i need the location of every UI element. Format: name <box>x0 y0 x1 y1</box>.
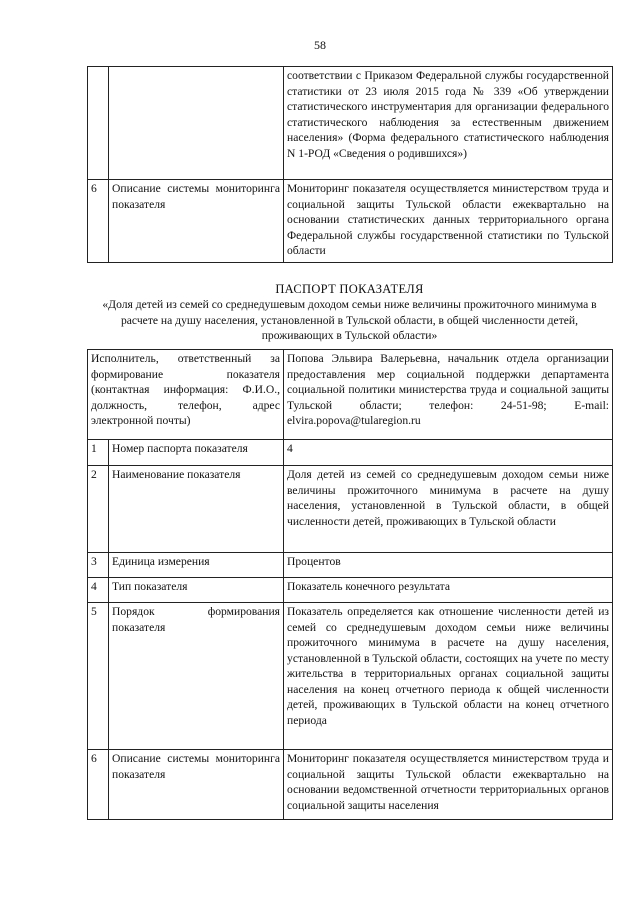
table-row <box>88 67 613 180</box>
passport-title: ПАСПОРТ ПОКАЗАТЕЛЯ <box>275 282 424 296</box>
row-number: 5 <box>88 603 109 750</box>
page-number: 58 <box>314 38 326 52</box>
row-number: 6 <box>88 750 109 820</box>
row-value: Показатель конечного результата <box>284 578 613 603</box>
executor-value: Попова Эльвира Валерьевна, начальник отдела организации предоставления мер социальной поддержки департамента социальной политики министерства труда и социальной защиты Тульской области; телефон: 24-51-98; E-mail: elvira.popova@tularegion.ru <box>284 350 613 440</box>
row-label: Описание системы мониторинга показателя <box>109 180 284 263</box>
row-value: соответствии с Приказом Федеральной службы государственной статистики от 23 июля 2015 года № 339 «Об утверждении статистического инструментария для организации федерального статистического наблюдения за естественным движением населения» (Форма федерального статистического наблюдения N 1-РОД «Сведения о родившихся») <box>284 67 613 180</box>
row-value: Мониторинг показателя осуществляется министерством труда и социальной защиты Тульской области ежеквартально на основании ведомственной отчетности территориальных органов социальной защиты населения <box>284 750 613 820</box>
table-row <box>88 553 613 578</box>
row-value: Доля детей из семей со среднедушевым доходом семьи ниже величины прожиточного минимума в расчете на душу населения, установленной в Тульской области, в общей численности детей, проживающих в Тульской области <box>284 466 613 553</box>
table-row <box>88 466 613 553</box>
row-value: Мониторинг показателя осуществляется министерством труда и социальной защиты Тульской области ежеквартально на основании статистических данных территориального органа Федеральной службы государственной статистики по Тульской области <box>284 180 613 263</box>
row-number: 3 <box>88 553 109 578</box>
passport-heading <box>87 281 612 344</box>
table-row <box>88 603 613 750</box>
table-row-executor <box>88 350 613 440</box>
passport-table-continued <box>87 66 613 263</box>
row-number: 6 <box>88 180 109 263</box>
row-label: Номер паспорта показателя <box>109 440 284 466</box>
row-label: Описание системы мониторинга показателя <box>109 750 284 820</box>
row-number <box>88 67 109 180</box>
table-row <box>88 750 613 820</box>
executor-label: Исполнитель, ответственный за формирование показателя (контактная информация: Ф.И.О., должность, телефон, адрес электронной почты) <box>88 350 284 440</box>
row-label <box>109 67 284 180</box>
table-row <box>88 180 613 263</box>
row-value: Процентов <box>284 553 613 578</box>
passport-subtitle: «Доля детей из семей со среднедушевым доходом семьи ниже величины прожиточного минимума в расчете на душу населения, установленной в Тульской области, в общей численности детей, проживающих в Тульской области» <box>102 298 597 342</box>
row-number: 2 <box>88 466 109 553</box>
row-value: 4 <box>284 440 613 466</box>
row-label: Порядок формирования показателя <box>109 603 284 750</box>
table-row <box>88 578 613 603</box>
row-value: Показатель определяется как отношение численности детей из семей со среднедушевым доходом семьи ниже величины прожиточного минимума в расчете на душу населения, установленной в Тульской области, состоящих на учете по месту жительства в территориальных органах социальной защиты населения на конец отчетного периода к общей численности детей, проживающих в Тульской области на конец отчетного периода <box>284 603 613 750</box>
row-label: Тип показателя <box>109 578 284 603</box>
row-number: 4 <box>88 578 109 603</box>
passport-table <box>87 349 613 820</box>
table-row <box>88 440 613 466</box>
row-label: Наименование показателя <box>109 466 284 553</box>
row-number: 1 <box>88 440 109 466</box>
row-label: Единица измерения <box>109 553 284 578</box>
